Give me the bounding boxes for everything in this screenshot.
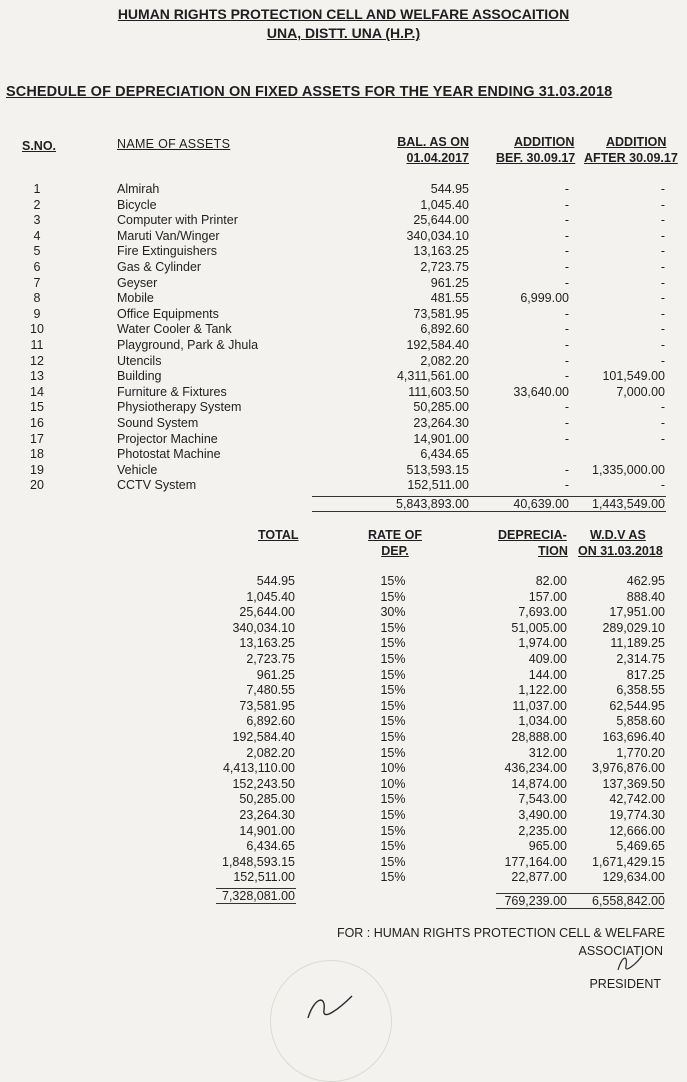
asset-addition-after: - [660,416,665,430]
row-wdv: 3,976,876.00 [592,761,665,776]
asset-sno: 7 [33,275,41,290]
asset-name: Photostat Machine [117,447,221,462]
row-depreciation: 22,877.00 [511,870,567,885]
asset-addition-after: - [660,338,665,352]
header-rate-line2: DEP. [381,544,409,558]
asset-addition-after: - [660,400,665,415]
asset-balance: 50,285.00 [413,400,469,415]
asset-sno: 14 [30,384,44,399]
depreciation-row [0,605,687,621]
asset-name: Playground, Park & Jhula [117,338,259,352]
row-total: 13,163.25 [239,636,295,651]
row-total: 73,581.95 [239,698,295,713]
row-wdv: 6,358.55 [616,683,665,698]
asset-sno: 11 [30,338,44,352]
asset-name: Computer with Printer [117,213,238,228]
asset-addition-after: 7,000.00 [616,384,665,399]
asset-sno: 3 [33,213,41,228]
total-bal: 5,843,893.00 [396,497,469,511]
asset-sno: 20 [30,478,44,493]
row-total: 544.95 [256,574,295,588]
header-name-of-assets: NAME OF ASSETS [117,137,231,151]
depreciation-row [0,652,687,668]
row-depreciation: 157.00 [528,589,567,604]
row-rate: 15% [380,730,406,744]
asset-name: Physiotherapy System [117,400,242,415]
header-rate-line1: RATE OF [368,528,422,542]
header-add-aft-line1: ADDITION [606,135,667,149]
row-rate: 15% [380,792,406,807]
total-rule-bottom [312,511,666,512]
row-depreciation: 1,034.00 [518,714,567,729]
asset-balance: 340,034.10 [406,228,469,243]
row-rate: 10% [380,776,406,791]
asset-balance: 23,264.30 [413,416,469,430]
asset-sno: 9 [33,306,41,321]
asset-row [0,244,687,260]
asset-addition-after: - [660,275,665,290]
header-dep-line1: DEPRECIA- [498,528,567,542]
asset-row [0,385,687,401]
asset-addition-after: - [660,431,665,446]
depreciation-row [0,761,687,777]
asset-addition-after: - [660,306,665,321]
row-depreciation: 409.00 [528,652,567,666]
asset-addition-before: - [564,213,569,228]
row-depreciation: 1,122.00 [518,683,567,698]
row-depreciation: 965.00 [528,839,567,854]
header-sno: S.NO. [22,139,57,153]
row-total: 7,480.55 [246,683,295,698]
asset-addition-before: - [564,244,569,259]
row-rate: 15% [380,652,406,666]
organization-name: HUMAN RIGHTS PROTECTION CELL AND WELFARE ASSOCAITION [117,6,570,22]
asset-balance: 1,045.40 [420,197,469,212]
row-depreciation: 7,693.00 [518,605,567,620]
row-rate: 15% [380,745,406,760]
row-wdv: 163,696.40 [602,730,665,744]
asset-row [0,307,687,323]
asset-name: Projector Machine [117,431,218,446]
asset-balance: 152,511.00 [407,478,469,493]
signature-for-line2: ASSOCIATION [578,944,663,958]
row-wdv: 5,469.65 [616,839,665,854]
asset-sno: 17 [30,431,44,446]
row-wdv: 42,742.00 [609,792,665,807]
asset-sno: 19 [30,462,44,477]
asset-sno: 1 [33,182,41,196]
row-total: 50,285.00 [239,792,295,807]
depreciation-row [0,746,687,762]
asset-sno: 6 [33,260,41,274]
asset-row [0,369,687,385]
row-wdv: 62,544.95 [609,698,665,713]
depreciation-row [0,574,687,590]
header-wdv-line2: ON 31.03.2018 [578,544,663,558]
asset-addition-before: 6,999.00 [520,291,569,306]
row-depreciation: 1,974.00 [518,636,567,651]
asset-balance: 4,311,561.00 [396,369,469,384]
row-rate: 10% [380,761,406,776]
asset-row [0,447,687,463]
asset-balance: 481.55 [430,291,469,306]
row-rate: 15% [380,714,406,729]
asset-addition-before: - [564,369,569,384]
asset-balance: 111,603.50 [408,384,469,399]
row-rate: 15% [380,839,406,854]
row-wdv: 2,314.75 [616,652,665,666]
row-total: 2,082.20 [246,745,295,760]
row-total: 25,644.00 [239,605,295,620]
asset-balance: 192,584.40 [406,338,469,352]
asset-balance: 544.95 [430,182,469,196]
asset-sno: 2 [33,197,41,212]
asset-balance: 6,434.65 [420,447,469,462]
asset-name: Geyser [117,275,158,290]
asset-name: Utencils [117,353,162,368]
asset-row [0,229,687,245]
asset-name: Furniture & Fixtures [117,384,227,399]
asset-addition-before: - [564,306,569,321]
row-wdv: 12,666.00 [609,823,665,838]
header-bal-line1: BAL. AS ON [397,135,469,149]
asset-addition-after: - [660,197,665,212]
asset-row [0,354,687,370]
row-wdv: 1,671,429.15 [592,854,665,869]
asset-balance: 2,723.75 [420,260,469,274]
asset-balance: 2,082.20 [420,353,469,368]
row-depreciation: 14,874.00 [511,776,567,791]
row-wdv: 11,189.25 [610,636,665,651]
signature-role: PRESIDENT [589,977,661,991]
asset-row [0,463,687,479]
asset-addition-after: - [660,353,665,368]
header-add-aft-line2: AFTER 30.09.17 [584,151,678,165]
row-wdv: 5,858.60 [616,714,665,729]
asset-balance: 961.25 [430,275,469,290]
asset-balance: 6,892.60 [420,322,469,337]
row-total: 961.25 [256,667,295,682]
header-add-bef-line2: BEF. 30.09.17 [496,151,576,165]
row-wdv: 888.40 [626,589,665,604]
dep-total-rule-bottom [496,908,664,909]
asset-addition-before: 33,640.00 [513,384,569,399]
depreciation-row [0,855,687,871]
row-depreciation: 51,005.00 [511,620,567,635]
asset-name: Sound System [117,416,199,430]
asset-sno: 18 [30,447,44,462]
row-total: 4,413,110.00 [222,761,295,776]
row-depreciation: 2,235.00 [518,823,567,838]
header-wdv-line1: W.D.V AS [590,528,646,542]
depreciation-row [0,683,687,699]
asset-sno: 15 [30,400,44,415]
depreciation-row [0,730,687,746]
row-total: 2,723.75 [246,652,295,666]
asset-row [0,416,687,432]
total-depreciation: 769,239.00 [504,894,567,908]
depreciation-row [0,636,687,652]
asset-addition-before: - [564,353,569,368]
asset-balance: 25,644.00 [413,213,469,228]
asset-name: Fire Extinguishers [117,244,218,259]
asset-addition-before: - [564,228,569,243]
asset-row [0,478,687,494]
row-rate: 30% [380,605,406,620]
schedule-title: SCHEDULE OF DEPRECIATION ON FIXED ASSETS FOR THE YEAR ENDING 31.03.2018 [6,84,613,100]
asset-row [0,338,687,354]
row-depreciation: 312.00 [528,745,567,760]
row-rate: 15% [380,683,406,698]
depreciation-row [0,714,687,730]
asset-name: Water Cooler & Tank [117,322,232,337]
asset-row [0,260,687,276]
asset-name: Maruti Van/Winger [117,228,220,243]
asset-name: Building [117,369,162,384]
asset-addition-after: - [660,228,665,243]
asset-name: Bicycle [117,197,157,212]
row-wdv: 289,029.10 [602,620,665,635]
row-rate: 15% [380,636,406,651]
row-total: 23,264.30 [239,808,295,822]
asset-addition-after: - [660,244,665,259]
depreciation-row [0,839,687,855]
depreciation-row [0,870,687,886]
asset-name: Office Equipments [117,306,219,321]
row-rate: 15% [380,808,406,822]
asset-balance: 14,901.00 [413,431,469,446]
asset-name: Gas & Cylinder [117,260,202,274]
asset-addition-before: - [564,275,569,290]
asset-balance: 13,163.25 [413,244,469,259]
header-bal-line2: 01.04.2017 [406,151,469,165]
row-total: 1,045.40 [246,589,295,604]
asset-addition-before: - [564,416,569,430]
depreciation-row [0,590,687,606]
asset-sno: 10 [30,322,44,337]
header-add-bef-line1: ADDITION [514,135,575,149]
asset-sno: 16 [30,416,44,430]
total-wdv: 6,558,842.00 [592,894,665,908]
asset-name: Almirah [117,182,160,196]
row-total: 6,892.60 [246,714,295,729]
asset-row [0,182,687,198]
row-rate: 15% [380,667,406,682]
row-rate: 15% [380,854,406,869]
row-total: 152,511.00 [233,870,295,885]
row-total: 340,034.10 [232,620,295,635]
asset-row [0,291,687,307]
row-rate: 15% [380,698,406,713]
asset-row [0,276,687,292]
depreciation-row [0,808,687,824]
asset-addition-after: - [660,291,665,306]
row-depreciation: 3,490.00 [518,808,567,822]
depreciation-row [0,777,687,793]
asset-balance: 73,581.95 [413,306,469,321]
grand-total: 7,328,081.00 [222,889,295,903]
organization-address: UNA, DISTT. UNA (H.P.) [266,25,421,41]
row-depreciation: 7,543.00 [518,792,567,807]
asset-addition-before: - [564,478,569,493]
asset-sno: 4 [33,228,41,243]
asset-name: Mobile [117,291,154,306]
asset-addition-after: - [660,260,665,274]
depreciation-row [0,824,687,840]
handwritten-signature [300,988,370,1024]
row-depreciation: 82.00 [535,574,567,588]
header-total: TOTAL [258,528,299,542]
row-total: 152,243.50 [232,776,295,791]
asset-addition-before: - [564,462,569,477]
asset-addition-before: - [564,338,569,352]
asset-balance: 513,593.15 [406,462,469,477]
total-add-aft: 1,443,549.00 [592,497,665,511]
asset-row [0,432,687,448]
row-total: 1,848,593.15 [222,854,295,869]
asset-row [0,400,687,416]
row-wdv: 1,770.20 [616,745,665,760]
asset-name: Vehicle [117,462,158,477]
asset-addition-before: - [564,197,569,212]
depreciation-row [0,699,687,715]
asset-addition-before: - [564,260,569,274]
row-wdv: 19,774.30 [609,808,665,822]
row-rate: 15% [380,823,406,838]
asset-addition-after: 101,549.00 [602,369,665,384]
total-add-bef: 40,639.00 [513,497,569,511]
row-total: 6,434.65 [246,839,295,854]
header-dep-line2: TION [538,544,568,558]
row-depreciation: 177,164.00 [504,854,567,869]
depreciation-row [0,668,687,684]
grand-total-rule-bottom [216,903,296,904]
row-depreciation: 11,037.00 [512,698,567,713]
depreciation-row [0,792,687,808]
asset-sno: 5 [33,244,41,259]
asset-sno: 8 [33,291,41,306]
row-rate: 15% [380,574,406,588]
asset-row [0,213,687,229]
row-wdv: 129,634.00 [602,870,665,885]
asset-addition-before: - [564,322,569,337]
row-wdv: 462.95 [626,574,665,588]
handwritten-initials [614,950,648,976]
asset-addition-after: - [660,322,665,337]
row-total: 192,584.40 [232,730,295,744]
asset-row [0,198,687,214]
depreciation-row [0,621,687,637]
asset-addition-before: - [564,431,569,446]
asset-addition-after: 1,335,000.00 [592,462,665,477]
asset-addition-after: - [660,182,665,196]
row-rate: 15% [380,589,406,604]
row-depreciation: 144.00 [528,667,567,682]
asset-sno: 12 [30,353,44,368]
row-depreciation: 436,234.00 [504,761,567,776]
asset-addition-after: - [660,213,665,228]
row-total: 14,901.00 [239,823,295,838]
asset-name: CCTV System [117,478,197,493]
signature-for-line1: FOR : HUMAN RIGHTS PROTECTION CELL & WELFARE [336,926,665,940]
asset-addition-before: - [564,400,569,415]
asset-addition-before: - [564,182,569,196]
asset-addition-after: - [660,478,665,493]
row-wdv: 137,369.50 [602,776,665,791]
row-wdv: 817.25 [626,667,665,682]
row-wdv: 17,951.00 [609,605,665,620]
asset-row [0,322,687,338]
row-rate: 15% [380,870,406,885]
row-depreciation: 28,888.00 [511,730,567,744]
asset-sno: 13 [30,369,44,384]
row-rate: 15% [380,620,406,635]
